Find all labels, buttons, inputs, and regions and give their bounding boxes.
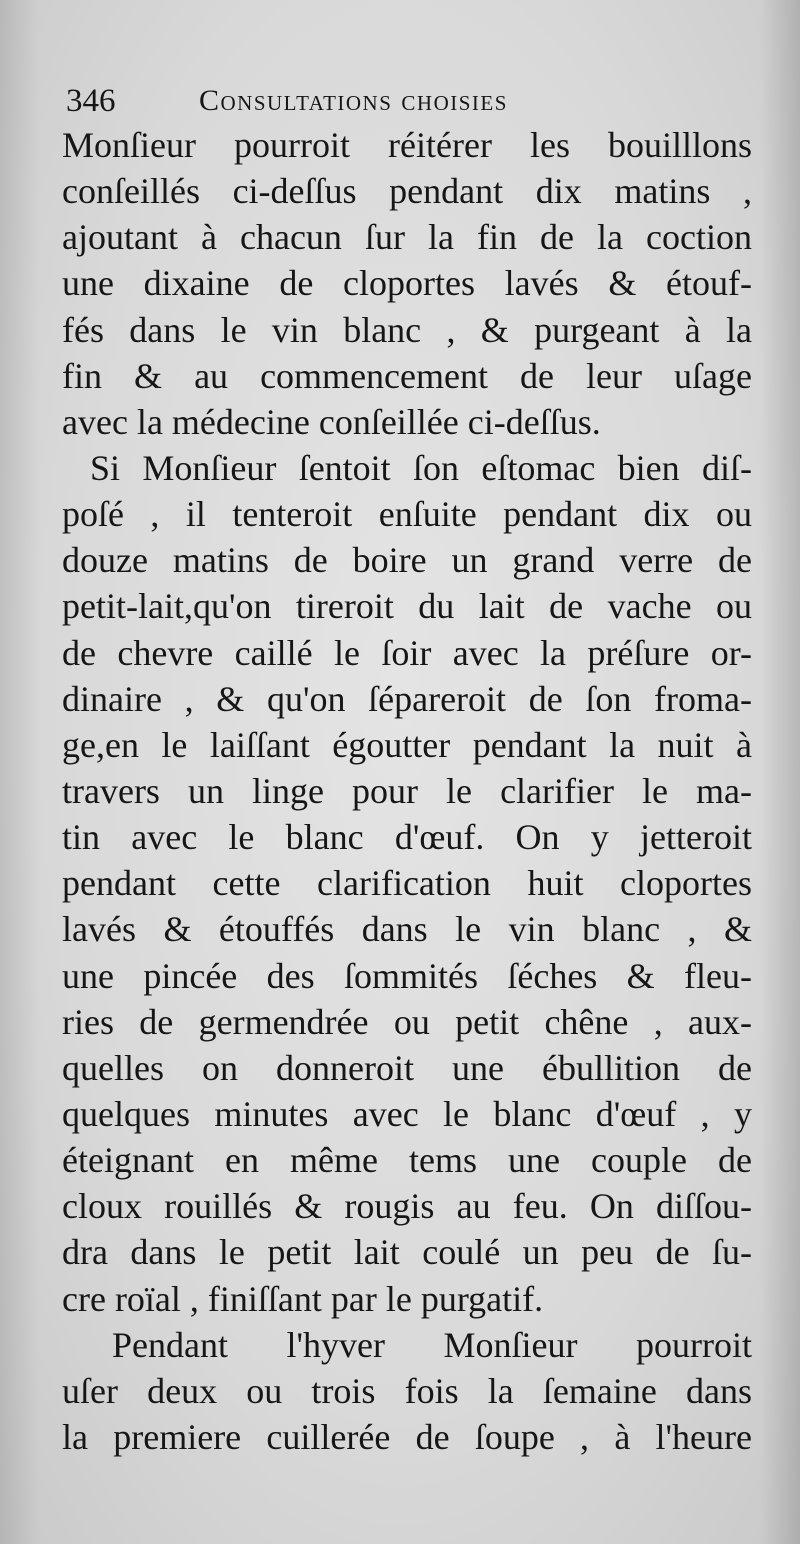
text-line: la premiere cuillerée de ſoupe , à l'heure	[62, 1416, 752, 1457]
text-line: travers un linge pour le clarifier le ma-	[62, 770, 752, 811]
page-header	[66, 76, 746, 126]
text-line: cre roïal , finiſſant par le purgatif.	[62, 1278, 544, 1319]
text-line: ge,en le laiſſant égoutter pendant la nuit à	[62, 724, 752, 765]
text-line: douze matins de boire un grand verre de	[62, 540, 752, 581]
text-line: de chevre caillé le ſoir avec la préſure or-	[62, 632, 752, 673]
text-line: ajoutant à chacun ſur la fin de la coction	[62, 217, 752, 258]
text-line: ries de germendrée ou petit chêne , aux-	[62, 1001, 752, 1042]
paragraph-start-line: Pendant l'hyver Monſieur pourroit	[112, 1324, 752, 1365]
text-line: uſer deux ou trois fois la ſemaine dans	[62, 1370, 752, 1411]
text-line: dinaire , & qu'on ſépareroit de ſon froma-	[62, 678, 752, 719]
text-line: dra dans le petit lait coulé un peu de ſu-	[62, 1232, 752, 1273]
text-line: pendant cette clarification huit cloportes	[62, 863, 752, 904]
paragraph-start-line: Si Monſieur ſentoit ſon eſtomac bien diſ-	[90, 447, 752, 488]
text-line: tin avec le blanc d'œuf. On y jetteroit	[62, 817, 752, 858]
text-line: éteignant en même tems une couple de	[62, 1140, 752, 1181]
text-line: lavés & étouffés dans le vin blanc , &	[62, 909, 752, 950]
body-text	[62, 122, 752, 1460]
page-right-edge	[760, 0, 800, 1544]
text-line: Monſieur pourroit réitérer les bouilllons	[62, 125, 752, 165]
text-line: conſeillés ci-deſſus pendant dix matins ,	[62, 171, 752, 212]
text-line: fés dans le vin blanc , & purgeant à la	[62, 309, 752, 350]
running-head: Consultations choisies	[199, 84, 508, 117]
text-line: cloux rouillés & rougis au feu. On diſſou-	[62, 1186, 752, 1227]
text-line: une dixaine de cloportes lavés & étouf-	[62, 263, 752, 304]
text-line: avec la médecine conſeillée ci-deſſus.	[62, 401, 601, 442]
text-line: quelques minutes avec le blanc d'œuf , y	[62, 1093, 752, 1134]
page-left-edge	[0, 0, 40, 1544]
text-line: une pincée des ſommités ſéches & fleu-	[62, 955, 752, 996]
page-number: 346	[66, 83, 116, 119]
text-line: poſé , il tenteroit enſuite pendant dix ou	[62, 494, 752, 535]
text-line: fin & au commencement de leur uſage	[62, 355, 752, 396]
text-line: quelles on donneroit une ébullition de	[62, 1047, 752, 1088]
text-line: petit-lait,qu'on tireroit du lait de vache ou	[62, 586, 752, 627]
